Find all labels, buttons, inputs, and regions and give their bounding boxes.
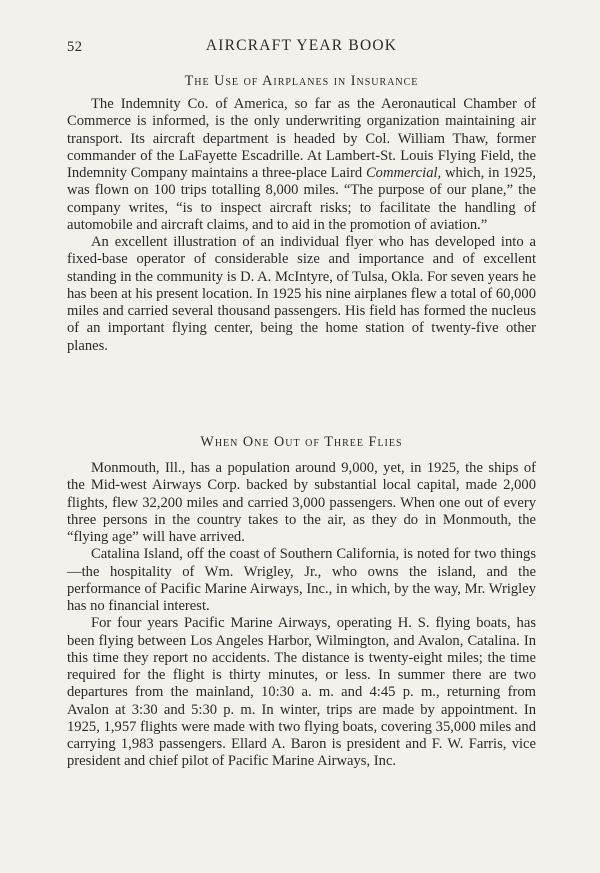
paragraph bbox=[67, 96, 536, 234]
running-head bbox=[67, 37, 536, 57]
paragraph: Monmouth, Ill., has a population around 9,000, yet, in 1925, the ships of the Mid-west Airways Corp. backed by substantial local capital, made 2,000 flights, flew 32,200 miles and carried 3,000 passengers. When one out of every three persons in the country takes to the air, as they do in Monmouth, the “flying age” will have arrived. bbox=[67, 460, 536, 545]
section-body-one-out-of-three bbox=[67, 460, 536, 771]
paragraph: An excellent illustration of an individual flyer who has developed into a fixed-base operator of considerable size and importance and of excellent standing in the community is D. A. McIntyre, of Tulsa, Okla. For seven years he has been at his present location. In 1925 his nine airplanes flew a total of 60,000 miles and carried several thousand passengers. His field has formed the nucleus of an important flying center, being the home station of twenty-five other planes. bbox=[67, 234, 536, 354]
section-body-insurance bbox=[67, 96, 536, 355]
paragraph: Catalina Island, off the coast of Southern California, is noted for two things—the hospitality of Wm. Wrigley, Jr., who owns the island, and the performance of Pacific Marine Airways, Inc., in which, by the way, Mr. Wrigley has no financial interest. bbox=[67, 546, 536, 614]
emphasized-text: Commercial, bbox=[365, 165, 442, 181]
paragraph: For four years Pacific Marine Airways, operating H. S. flying boats, has been flying between Los Angeles Harbor, Wilmington, and Avalon, Catalina. In this time they report no accidents. The distance is twenty-eight miles; the time required for the flight is thirty minutes, or less. In summer there are two departures from the mainland, 10:30 a. m. and 4:45 p. m., returning from Avalon at 3:30 and 5:30 p. m. In winter, trips are made by appointment. In 1925, 1,957 flights were made with two flying boats, covering 35,000 miles and carrying 1,983 passengers. Ellard A. Baron is president and F. W. Farris, vice president and chief pilot of Pacific Marine Airways, Inc. bbox=[67, 615, 536, 770]
section-heading-one-out-of-three: When One Out of Three Flies bbox=[200, 434, 403, 450]
paragraph-text: The Indemnity Co. of America, so far as the Aeronautical Chamber of Commerce is informed, is the only underwriting organization maintaining air transport. Its aircraft department is headed by Col. William Thaw, former commander of the LaFayette Escadrille. At Lambert-St. Louis Flying Field, the Indemnity Company maintains a three-place Laird bbox=[67, 96, 536, 181]
page-number: 52 bbox=[67, 39, 83, 55]
paragraph-text: which, in 1925, was flown on 100 trips totalling 8,000 miles. “The purpose of our plane,” the company writes, “is to inspect aircraft risks; to facilitate the handling of automobile and aircraft claims, and to aid in the promotion of aviation.” bbox=[67, 165, 536, 233]
section-heading-insurance: The Use of Airplanes in Insurance bbox=[184, 73, 419, 89]
book-title: AIRCRAFT YEAR BOOK bbox=[205, 37, 398, 54]
